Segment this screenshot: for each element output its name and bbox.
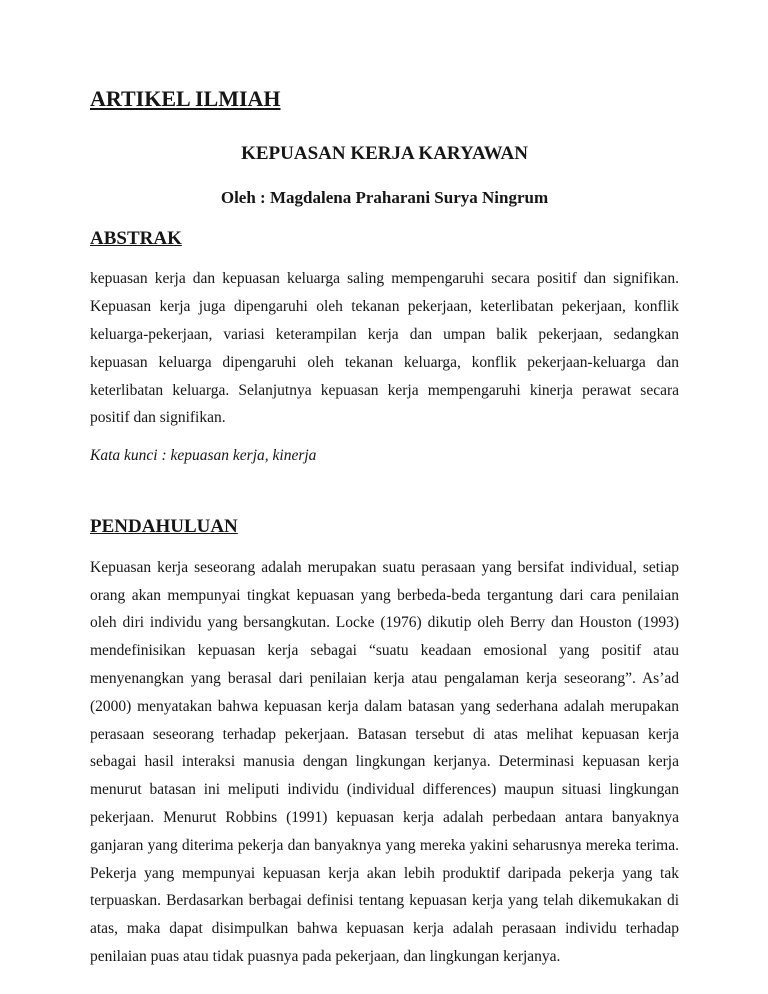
keywords-line: Kata kunci : kepuasan kerja, kinerja <box>90 447 317 465</box>
article-title: KEPUASAN KERJA KARYAWAN <box>241 143 528 165</box>
document-type-heading: ARTIKEL ILMIAH <box>90 86 281 111</box>
introduction-heading: PENDAHULUAN <box>90 515 238 537</box>
author-line: Oleh : Magdalena Praharani Surya Ningrum <box>220 188 549 208</box>
introduction-paragraph: Kepuasan kerja seseorang adalah merupakan suatu perasaan yang bersifat individual, setiap orang akan mempunyai tingkat kepuasan yang berbeda-beda tergantung dari cara penilaian oleh diri individu yang bersangkutan. Locke (1976) dikutip oleh Berry dan Houston (1993) mendefinisikan kepuasan kerja sebagai “suatu keadaan emosional yang positif atau menyenangkan yang berasal dari penilaian kerja atau pengalaman kerja seseorang”. As’ad (2000) menyatakan bahwa kepuasan kerja dalam batasan yang sederhana adalah merupakan perasaan seseorang terhadap pekerjaan. Batasan tersebut di atas melihat kepuasan kerja sebagai hasil interaksi manusia dengan lingkungan kerjanya. Determinasi kepuasan kerja menurut batasan ini meliputi individu (individual differences) maupun situasi lingkungan pekerjaan. Menurut Robbins (1991) kepuasan kerja adalah perbedaan antara banyaknya ganjaran yang diterima pekerja dan banyaknya yang mereka yakini seharusnya mereka terima. Pekerja yang mempunyai kepuasan kerja akan lebih produktif daripada pekerja yang tak terpuaskan. Berdasarkan berbagai definisi tentang kepuasan kerja yang telah dikemukakan di atas, maka dapat disimpulkan bahwa kepuasan kerja adalah perasaan individu terhadap penilaian puas atau tidak puasnya pada pekerjaan, dan lingkungan kerjanya. <box>90 558 679 965</box>
abstract-paragraph: kepuasan kerja dan kepuasan keluarga saling mempengaruhi secara positif dan signifikan. Kepuasan kerja juga dipengaruhi oleh tekanan pekerjaan, keterlibatan pekerjaan, konflik keluarga-pekerjaan, variasi keterampilan kerja dan umpan balik pekerjaan, sedangkan kepuasan keluarga dipengaruhi oleh tekanan keluarga, konflik pekerjaan-keluarga dan keterlibatan keluarga. Selanjutnya kepuasan kerja mempengaruhi kinerja perawat secara positif dan signifikan. <box>90 270 679 427</box>
abstract-heading: ABSTRAK <box>90 227 182 249</box>
